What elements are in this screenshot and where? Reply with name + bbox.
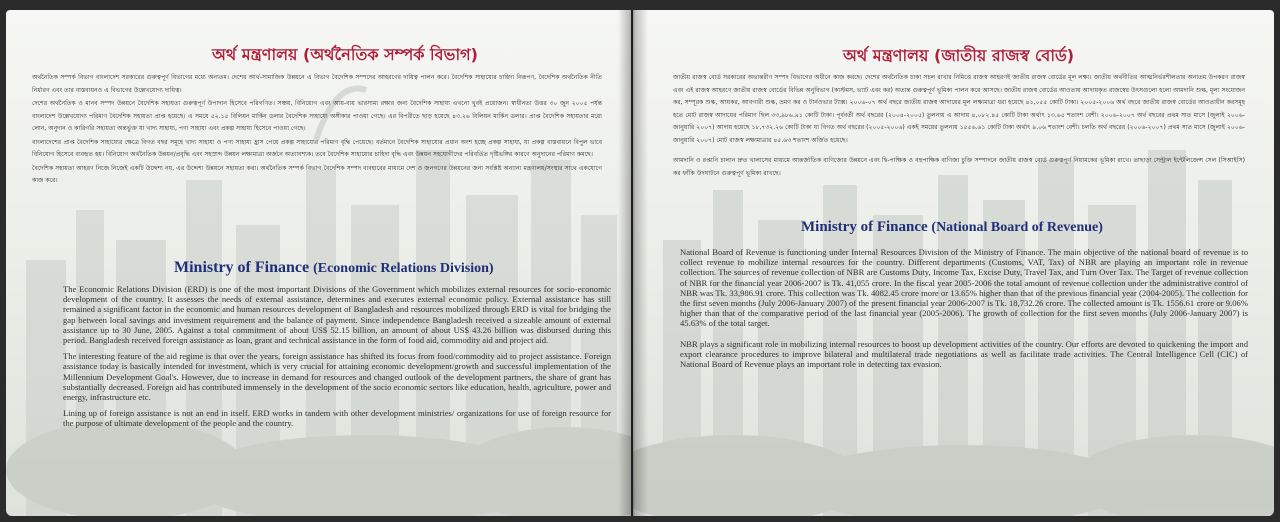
left-english-title — [174, 259, 494, 277]
bn-paragraph: দেশের অর্থনৈতিক ও মানব সম্পদ উন্নয়নে বৈদেশিক সহায়তা গুরুত্বপূর্ণ উপাদান হিসেবে পরিগণিত। সঞ্চয়, বিনিয়োগ এবং আয়-ব্যয় ভারসাম্য রক্ষার জন্য বৈদেশিক সাহায্য এখনো খুবই প্রয়োজন। স্বাধীনতা উত্তর ৩০ জুন ২০০৫ পর্যন্ত বাংলাদেশ উল্লেখযোগ্য পরিমাণ বৈদেশিক সহায়তা প্রাপ্ত হয়েছে। এ সময়ে ৫২.১৫ বিলিয়ন মার্কিন ডলার বৈদেশিক সাহায্যে অঙ্গীকার পাওয়া গেছে। এর বিপরীতে ছাড় হয়েছে ৪৩.২৬ বিলিয়ন মার্কিন ডলার। প্রাপ্ত বৈদেশিক সহায়তার মধ্যে লোন, অনুদান ও কারিগরি সহায়তা অন্তর্ভুক্ত যা খাদ্য সাহায্য, পণ্য সাহায্য এবং প্রকল্প সাহায্য হিসেবে পাওয়া গেছে। — [32, 100, 602, 132]
en-title-main: Ministry of Finance — [174, 259, 310, 276]
right-english-body — [680, 247, 1248, 375]
right-page — [633, 10, 1274, 516]
left-page — [6, 10, 631, 516]
en-title-main: Ministry of Finance — [801, 219, 928, 235]
en-paragraph: Lining up of foreign assistance is not an end in itself. ERD works in tandem with other development ministries/ organizations for use of foreign resource for the purpose of ultimate development of the people and the country. — [63, 408, 611, 429]
bn-paragraph: বাংলাদেশের প্রাপ্ত বৈদেশিক সাহায্যের ক্ষেত্রে বিগত বছর সমূহে খাদ্য সাহায্য ও পণ্য সাহায্য হ্রাস পেয়ে প্রকল্প সাহায্যের পরিমাণ বৃদ্ধি পেয়েছে। বর্তমানে বৈদেশিক সাহায্যের প্রধান অংশ হচ্ছে প্রকল্প সাহায্য, যা প্রকল্প বাস্তবায়নে বিপুল ভাবে বিনিয়োগ হিসেবে ব্যবহৃত হয়। বিনিয়োগ অর্থনৈতিক উন্নয়ন/প্রবৃদ্ধি এবং সহস্রাব্দ উন্নয়ন লক্ষ্যমাত্রা অর্জনে অত্যাবশ্যক। তবে বৈদেশিক সাহায্যের চাহিদা বৃদ্ধি এবং উন্নয়ন সহযোগীদের পরিবর্তিত দৃষ্টিভঙ্গির কারণে অনুদানের পরিমাণ কমছে। — [32, 138, 602, 158]
bn-paragraph: আমদানি ও রপ্তানি চালান দ্রুত খালাসের মাধ্যমে আন্তর্জাতিক বাণিজ্যের উন্নয়নে এবং দ্বি-পাক্ষিক ও বহুপাক্ষিক বাণিজ্য চুক্তি সম্পাদনে জাতীয় রাজস্ব বোর্ড গুরুত্বপূর্ণ নিয়ামকের ভূমিকা রাখে। তাছাড়া সেন্ট্রাল ইন্টেলিজেন্স সেল (সিআইসি) কর ফাঁকি উদঘাটনে গুরুত্বপূর্ণ ভূমিকা রাখছে। — [673, 157, 1245, 177]
right-bengali-body — [673, 72, 1245, 181]
book-gutter-shadow — [618, 10, 648, 516]
en-paragraph: National Board of Revenue is functioning under Internal Resources Division of the Ministry of Finance. The main objective of the national board of revenue is to collect revenue to mobilize internal resources for the country. Different departments (Customs, VAT, Tax) of NBR are playing an important role in revenue collection. The sources of revenue collection of NBR are Customs Duty, Income Tax, Excise Duty, Travel Tax, and Turn Over Tax. The Target of revenue collection of NBR for the financial year 2006-2007 is Tk. 41,055 crore. In the fiscal year 2005-2006 the total amount of revenue collection under the administrative control of NBR was Tk. 33,986.91 crore. This collection was Tk. 4082.45 crore more or 13.65% higher than that of the previous financial year (2004-2005). The collection for the first seven months (July 2006-January 2007) of the present financial year 2006-2007 is Tk. 18,732.26 crore. The collected amount is Tk. 1556.61 crore or 9.06% higher than that of the comparative period of the last financial year (2005-2006). The growth of collection for the first seven months (July 2006-January 2007) is 45.63% of the total target. — [680, 247, 1248, 329]
left-bengali-body — [32, 72, 602, 189]
bn-paragraph: অর্থনৈতিক সম্পর্ক বিভাগ বাংলাদেশ সরকারের গুরুত্বপূর্ণ বিভাগের মধ্যে অন্যতম। দেশের আর্থ-সামাজিক উন্নয়নে এ বিভাগ বৈদেশিক সম্পদের আহরণের দায়িত্ব পালন করে। বৈদেশিক সাহায্যের চাহিদা নিরূপণ, বৈদেশিক অর্থনৈতিক নীতি নির্ধারণ এবং তার বাস্তবায়নও এ বিভাগের উল্লেখযোগ্য দায়িত্ব। — [32, 74, 602, 94]
en-paragraph: NBR plays a significant role in mobilizing internal resources to boost up development activities of the country. Our efforts are devoted to quickening the import and export clearance procedures to improve bilateral and multilateral trade negotiations as well as facilitate trade activities. The Central Intelligence Cell (CIC) of National Board of Revenue plays an important role in detecting tax evasion. — [680, 338, 1248, 370]
right-bengali-title: অর্থ মন্ত্রণালয় (জাতীয় রাজস্ব বোর্ড) — [843, 46, 1075, 65]
en-paragraph: The Economic Relations Division (ERD) is one of the most important Divisions of the Government which mobilizes external resources for socio-economic development of the country. It assesses the needs of external assistance, determines and executes external economic policy. External assistance has still remained a significant factor in the economic and human resources development of Bangladesh and resources mobilized through ERD is vital for bridging the gap between local savings and investment requirement and the balance of payment. Since independence Bangladesh received a sizeable amount of external assistance up to 30 June, 2005. Against a total commitment of about US$ 52.15 billion, an amount of about US$ 43.26 billion was disbursed during this period. Bangladesh received foreign assistance as loan, grant and technical assistance in the form of food aid, commodity aid and project aid. — [63, 284, 611, 346]
en-title-sub: (Economic Relations Division) — [313, 261, 494, 276]
en-paragraph: The interesting feature of the aid regime is that over the years, foreign assistance has shifted its focus from food/commodity aid to project assistance. Foreign assistance today is basically intended for investment, which is very crucial for attaining economic development/growth and successful implementation of the Millennium Development Goal's. However, due to increase in demand for resources and changed outlook of the development partners, the share of grant has substantially decreased. Foreign aid has contributed immensely in the development of the socio economic sectors like education, health, agriculture, power and energy, infrastructure etc. — [63, 351, 611, 403]
bn-paragraph: বৈদেশিক সহায়তা আহরণ নিজে নিজেই একটি উদ্দেশ্য নয়, এর উদ্দেশ্য উন্নয়নে সহায়তা করা। অর্থনৈতিক সম্পর্ক বিভাগ বৈদেশিক সম্পদ ব্যবহারের মাধ্যমে দেশ ও জনগণের উন্নয়নের জন্য সংশ্লিষ্ট অন্যান্য মন্ত্রণালয়/সংস্থার সাথে একযোগে কাজ করে। — [32, 164, 602, 184]
en-title-sub: (National Board of Revenue) — [931, 220, 1103, 235]
right-english-title — [801, 219, 1103, 236]
booklet-spread — [6, 10, 1274, 518]
left-bengali-title: অর্থ মন্ত্রণালয় (অর্থনৈতিক সম্পর্ক বিভাগ) — [212, 45, 478, 64]
left-english-body — [63, 284, 611, 435]
bn-paragraph: জাতীয় রাজস্ব বোর্ড সরকারের অভ্যন্তরীণ সম্পদ বিভাগের অধীনে কাজ করছে। দেশের অর্থনৈতিক চাকা সচল রাখার নিমিত্তে রাজস্ব আহরণই জাতীয় রাজস্ব বোর্ডের মূল লক্ষ্য। জাতীয় অর্থনীতির আত্মনির্ভরশীলতার অন্যতম উপকরণ রাজস্ব এবং এই রাজস্ব আহরণে জাতীয় রাজস্ব বোর্ডের বিভিন্ন অনুবিভাগ (কাস্টমস, ভ্যাট এবং কর) অত্যন্ত গুরুত্বপূর্ণ ভূমিকা পালন করে আসছে। জাতীয় রাজস্ব বোর্ডের আওতায় আদায়কৃত রাজস্বের উৎসগুলো হলো আমদানি শুল্ক, মূল্য সংযোজন কর, সম্পূরক শুল্ক, আয়কর, আবগারী শুল্ক, ভ্রমণ কর ও টার্নওভার ট্যাক্স। ২০০৬-০৭ অর্থ বছরে জাতীয় রাজস্ব আদায়ের মূল লক্ষ্যমাত্রা ধরা হয়েছে ৪১,০৫৫ কোটি টাকা। ২০০৫-২০০৬ অর্থ বছরে জাতীয় রাজস্ব বোর্ডের আওতাধীন করসমূহ হতে মোট রাজস্ব আদায়ের পরিমাণ ছিল ৩৩,৯৮৬.৯১ কোটি টাকা। পূর্ববর্তী অর্থ বছরের (২০০৪-২০০৫) তুলনায় এ আদায় ৪,০৮২.৪৫ কোটি টাকা অর্থাৎ ১৩.৬৫ শতাংশ বেশী। ২০০৬-২০০৭ অর্থ বছরের প্রথম সাত মাসে (জুলাই ২০০৬-জানুয়ারি ২০০৭) আদায় হয়েছে ১৮,৭৩২.২৬ কোটি টাকা যা বিগত অর্থ বছরের (২০০৫-২০০৬) একই সময়ের তুলনায় ১৫৫৬.৬১ কোটি টাকা অর্থাৎ ৯.০৬ শতাংশ বেশী। চলতি অর্থ বছরের (২০০৬-২০০৭) প্রথম সাত মাসে (জুলাই ২০০৬-জানুয়ারি ২০০৭) মোট রাজস্ব লক্ষ্যমাত্রার ৪৫.৬৩ শতাংশ অর্জিত হয়েছে। — [673, 74, 1245, 144]
